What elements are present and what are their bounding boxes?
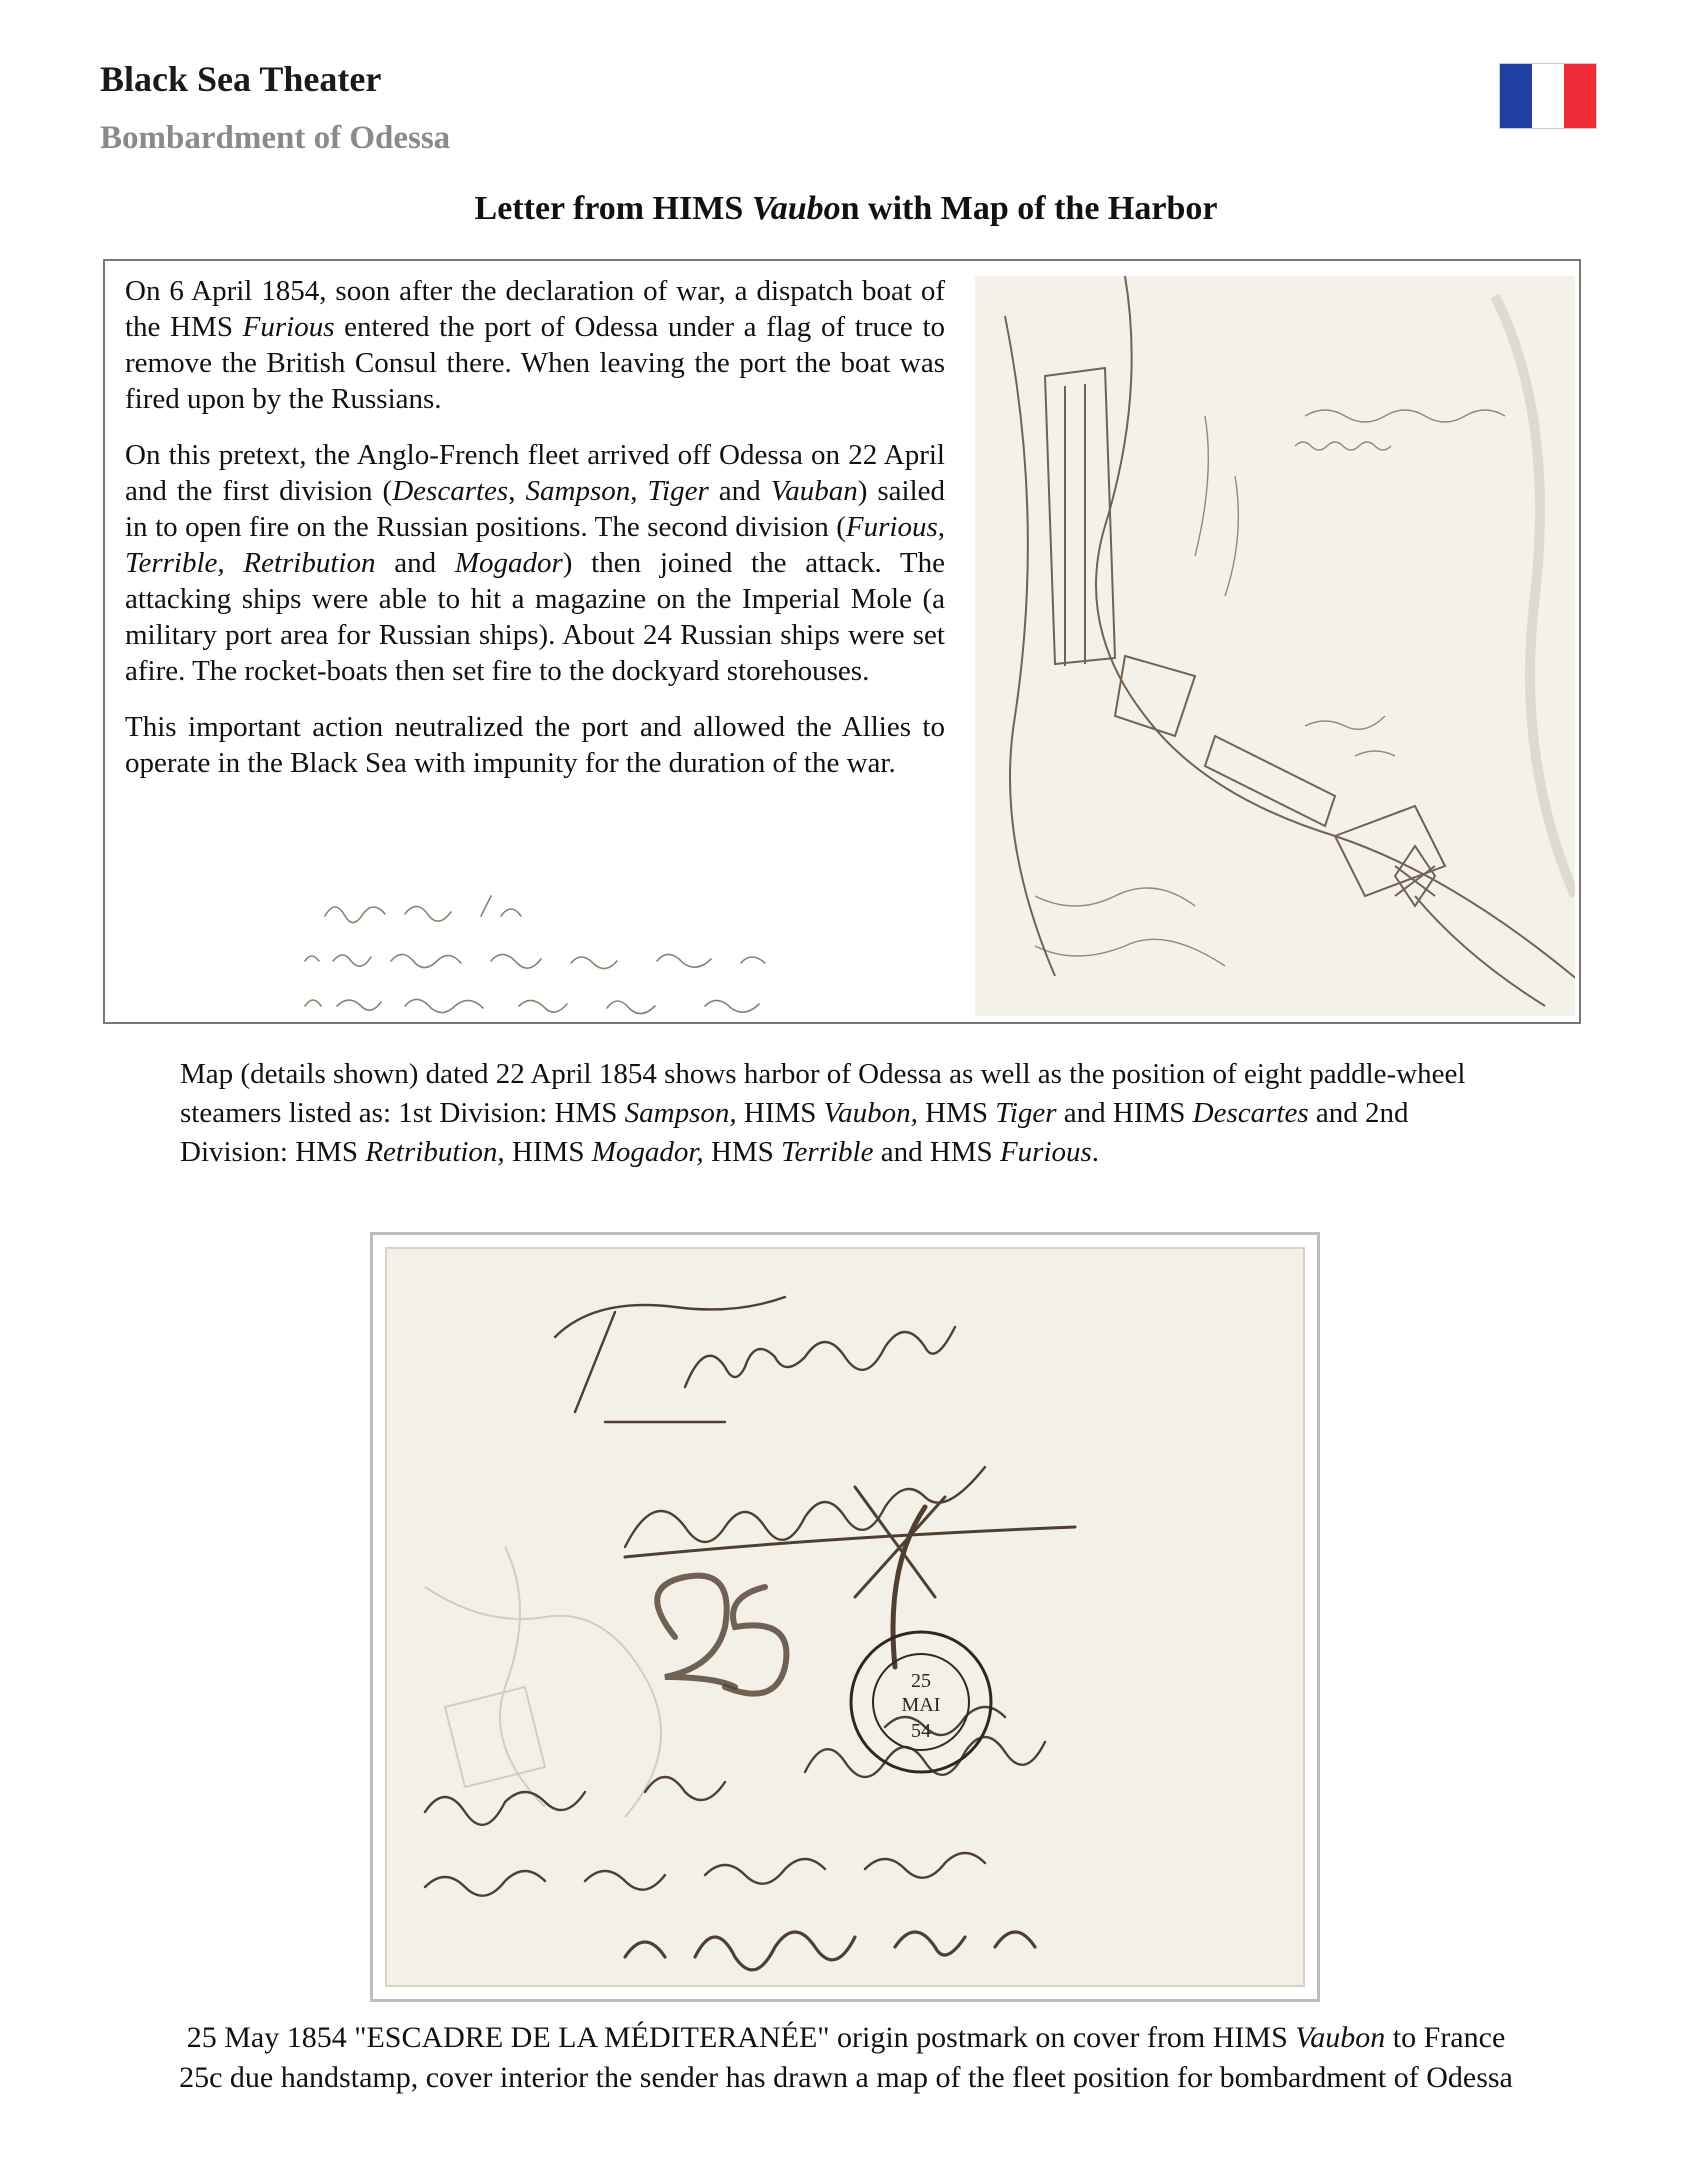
- section-subtitle: Bombardment of Odessa: [100, 120, 451, 156]
- escadre-postmark: [851, 1632, 991, 1772]
- cover-letter-image: [385, 1247, 1305, 1987]
- svg-text:MAI: MAI: [901, 1694, 941, 1716]
- intro-text: [125, 273, 945, 801]
- intro-paragraph-1: On 6 April 1854, soon after the declaration of war, a dispatch boat of the HMS Furious entered the port of Odessa under a flag of truce to remove the British Consul there. When leaving the port the boat was fired upon by the Russians.: [125, 275, 946, 415]
- cover-frame: [370, 1232, 1320, 2002]
- cover-caption: [0, 2018, 1692, 2098]
- cover-caption-line-2: 25c due handstamp, cover interior the sender has drawn a map of the fleet position for bombardment of Odessa: [179, 2061, 1513, 2094]
- cover-caption-line-1: 25 May 1854 "ESCADRE DE LA MÉDITERANÉE" origin postmark on cover from HIMS Vaubon to France: [186, 2021, 1506, 2054]
- french-flag-icon: [1500, 64, 1596, 128]
- map-caption: Map (details shown) dated 22 April 1854 shows harbor of Odessa as well as the position of eight paddle-wheel steamers listed as: 1st Division: HMS Sampson, HIMS Vaubon, HMS Tiger and HIMS Descartes and 2nd Division: HMS Retribution, HIMS Mogador, HMS Terrible and HMS Furious.: [180, 1058, 1466, 1168]
- intro-paragraph-2: On this pretext, the Anglo-French fleet arrived off Odessa on 22 April and the first division (Descartes, Sampson, Tiger and Vauban) sailed in to open fire on the Russian positions. The second division (Furious, Terrible, Retribution and Mogador) then joined the attack. The attacking ships were able to hit a magazine on the Imperial Mole (a military port area for Russian ships). About 24 Russian ships were set afire. The rocket-boats then set fire to the dockyard storehouses.: [125, 439, 946, 687]
- svg-text:54: 54: [911, 1720, 931, 1742]
- intro-paragraph-3: This important action neutralized the port and allowed the Allies to operate in the Black Sea with impunity for the duration of the war.: [125, 711, 945, 779]
- section-title: Black Sea Theater: [100, 59, 382, 99]
- harbor-map-image: [975, 276, 1575, 1016]
- handwritten-division-note-image: [285, 876, 1065, 1024]
- svg-text:25: 25: [911, 1670, 931, 1692]
- page-title: Letter from HIMS Vaubon with Map of the Harbor: [474, 190, 1218, 227]
- intro-box: [103, 259, 1581, 1024]
